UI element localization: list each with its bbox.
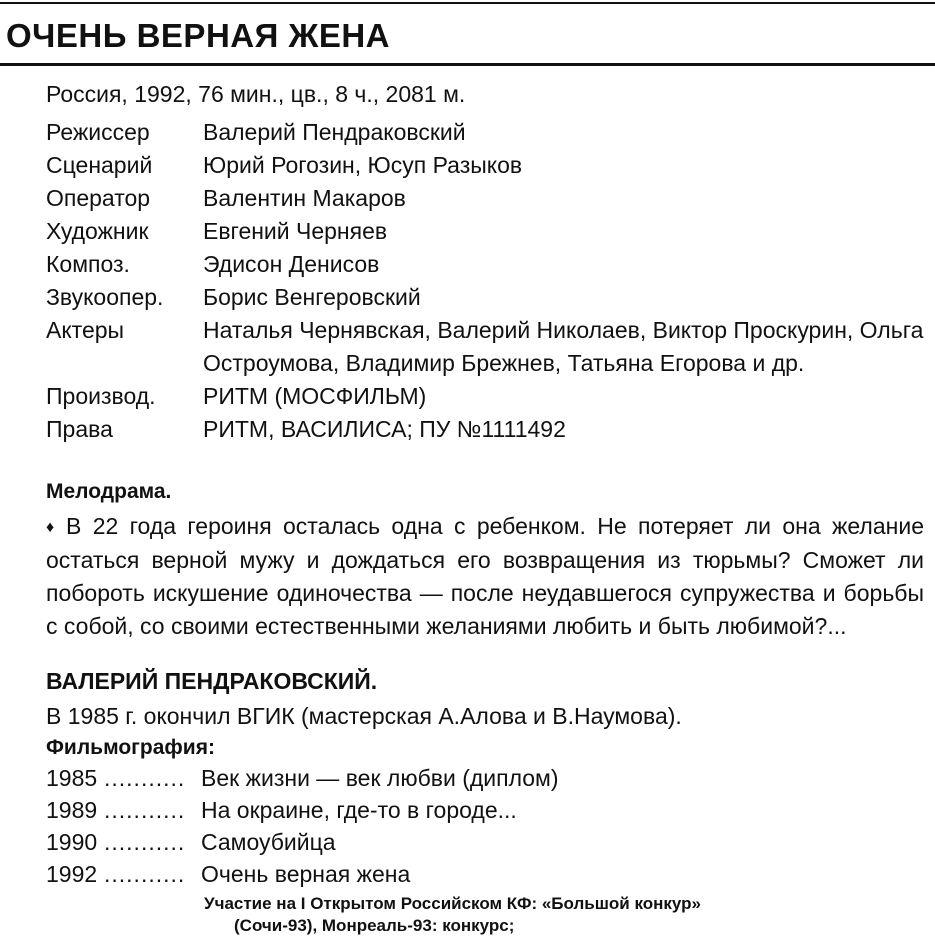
festival-note-line: (Сочи-93), Монреаль-93: конкурс;: [234, 916, 515, 935]
credit-value: Валентин Макаров: [203, 185, 406, 211]
credit-role: Художник: [46, 218, 149, 244]
credit-value: Эдисон Денисов: [203, 251, 380, 277]
film-title: ОЧЕНЬ ВЕРНАЯ ЖЕНА: [6, 17, 390, 54]
credit-role: Режиссер: [46, 119, 150, 145]
credit-role: Производ.: [46, 383, 156, 409]
dot-leader: ...........: [104, 829, 186, 855]
credit-value: Евгений Черняев: [203, 218, 388, 244]
credit-role: Сценарий: [46, 152, 153, 178]
credit-row-screenplay: [46, 149, 926, 182]
credit-role: Оператор: [46, 185, 151, 211]
credit-value: РИТМ, ВАСИЛИСА; ПУ №1111492: [203, 416, 566, 442]
credit-role: Композ.: [46, 251, 130, 277]
credit-value: Борис Венгеровский: [203, 284, 421, 310]
list-item: [46, 794, 926, 826]
film-year: 1990: [46, 829, 98, 855]
credits-list: [46, 116, 926, 446]
film-entry-title: На окраине, где-то в городе...: [201, 797, 517, 823]
filmography-heading: Фильмография:: [46, 736, 215, 759]
dot-leader: ...........: [104, 765, 186, 791]
director-heading: ВАЛЕРИЙ ПЕНДРАКОВСКИЙ.: [46, 668, 378, 694]
credit-row-actors: [46, 314, 926, 380]
credit-value: Валерий Пендраковский: [203, 119, 466, 145]
diamond-bullet-icon: ♦: [46, 519, 55, 536]
filmography-list: [46, 762, 926, 890]
film-entry-title: Самоубийца: [201, 829, 336, 855]
dot-leader: ...........: [104, 861, 186, 887]
genre-label: Мелодрама.: [46, 480, 172, 503]
credit-row-art: [46, 215, 926, 248]
credit-value: Юрий Рогозин, Юсуп Разыков: [203, 152, 523, 178]
festival-note-line: Участие на I Открытом Российском КФ: «Большой конкур»: [204, 894, 701, 913]
dot-leader: ...........: [104, 797, 186, 823]
film-meta: Россия, 1992, 76 мин., цв., 8 ч., 2081 м.: [46, 81, 466, 107]
top-rule: [0, 2, 935, 4]
credit-role: Права: [46, 416, 113, 442]
film-year: 1989: [46, 797, 98, 823]
synopsis: [46, 510, 924, 643]
list-item: [46, 826, 926, 858]
credit-role: Звукоопер.: [46, 284, 164, 310]
festival-note: [204, 893, 874, 937]
director-bio: В 1985 г. окончил ВГИК (мастерская А.Алова и В.Наумова).: [46, 703, 682, 729]
title-rule: [0, 63, 935, 66]
credit-role: Актеры: [46, 317, 125, 343]
synopsis-text: В 22 года героиня осталась одна с ребенком. Не потеряет ли она желание остаться верной мужу и дождаться его возвращения из тюрьмы? Сможет ли побороть искушение одиночества — после неудавшегося супружества и борьбы с собой, со своими естественными желаниями любить и быть любимой?...: [46, 513, 924, 639]
credit-row-camera: [46, 182, 926, 215]
film-entry-title: Очень верная жена: [201, 861, 411, 887]
list-item: [46, 762, 926, 794]
credit-row-production: [46, 380, 926, 413]
credit-row-sound: [46, 281, 926, 314]
film-entry-title: Век жизни — век любви (диплом): [201, 765, 559, 791]
list-item: [46, 858, 926, 890]
credit-value: РИТМ (МОСФИЛЬМ): [203, 383, 427, 409]
film-year: 1992: [46, 861, 98, 887]
film-year: 1985: [46, 765, 98, 791]
credit-row-director: [46, 116, 926, 149]
credit-value: Наталья Чернявская, Валерий Николаев, Виктор Проскурин, Ольга Остроумова, Владимир Брежнев, Татьяна Егорова и др.: [203, 317, 924, 376]
credit-row-composer: [46, 248, 926, 281]
credit-row-rights: [46, 413, 926, 446]
